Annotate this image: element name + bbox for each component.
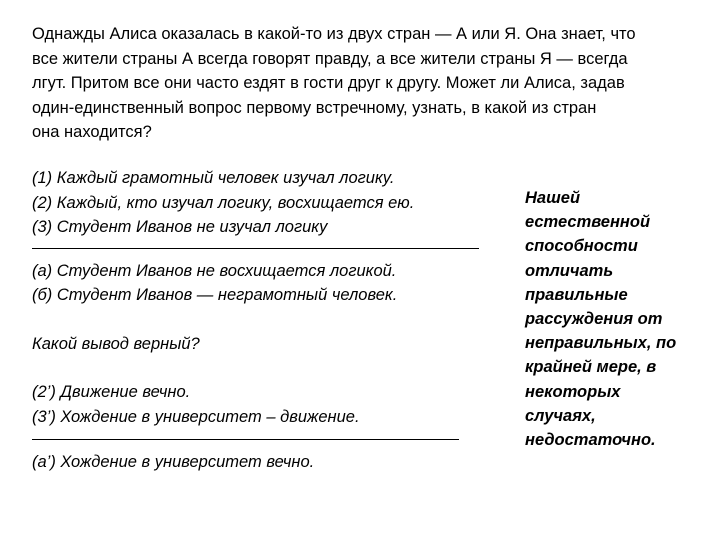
side-note-line: способности: [525, 237, 638, 256]
problem-line: Однажды Алиса оказалась в какой-то из двух стран — А или Я. Она знает, что: [32, 25, 636, 43]
problem-line: все жители страны А всегда говорят правду, а все жители страны Я — всегда: [32, 49, 628, 68]
question-text: Какой вывод верный?: [32, 334, 200, 353]
problem-line: один-единственный вопрос первому встречному, узнать, в какой из стран: [32, 98, 597, 117]
side-note-line: крайней мере, в: [525, 358, 657, 377]
side-note-line: естественной: [525, 213, 651, 232]
side-note-line: недостаточно.: [525, 431, 656, 450]
syllogism-block: [32, 166, 492, 475]
side-note: [525, 186, 715, 452]
side-note-line: отличать: [525, 261, 614, 280]
side-note-line: Нашей: [525, 189, 581, 207]
premise: (2’) Движение вечно.: [32, 383, 191, 401]
divider-line: [32, 248, 479, 249]
conclusion: (б) Студент Иванов — неграмотный человек.: [32, 286, 398, 304]
side-note-line: правильные: [525, 285, 628, 304]
problem-line: лгут. Притом все они часто ездят в гости друг к другу. Может ли Алиса, задав: [32, 74, 625, 92]
side-note-line: случаях,: [525, 406, 596, 425]
side-note-line: рассуждения от: [525, 310, 663, 329]
premise: (3’) Хождение в университет – движение.: [32, 407, 360, 426]
conclusion: (а’) Хождение в университет вечно.: [32, 453, 315, 471]
divider-line: [32, 439, 459, 440]
premise: (1) Каждый грамотный человек изучал логику.: [32, 169, 395, 187]
side-note-line: неправильных, по: [525, 334, 677, 353]
premise: (2) Каждый, кто изучал логику, восхищается ею.: [32, 193, 415, 212]
premise: (3) Студент Иванов не изучал логику: [32, 218, 328, 236]
conclusion: (а) Студент Иванов не восхищается логикой.: [32, 261, 397, 280]
problem-text: [32, 22, 692, 145]
problem-line: она находится?: [32, 123, 152, 141]
side-note-line: некоторых: [525, 382, 621, 401]
